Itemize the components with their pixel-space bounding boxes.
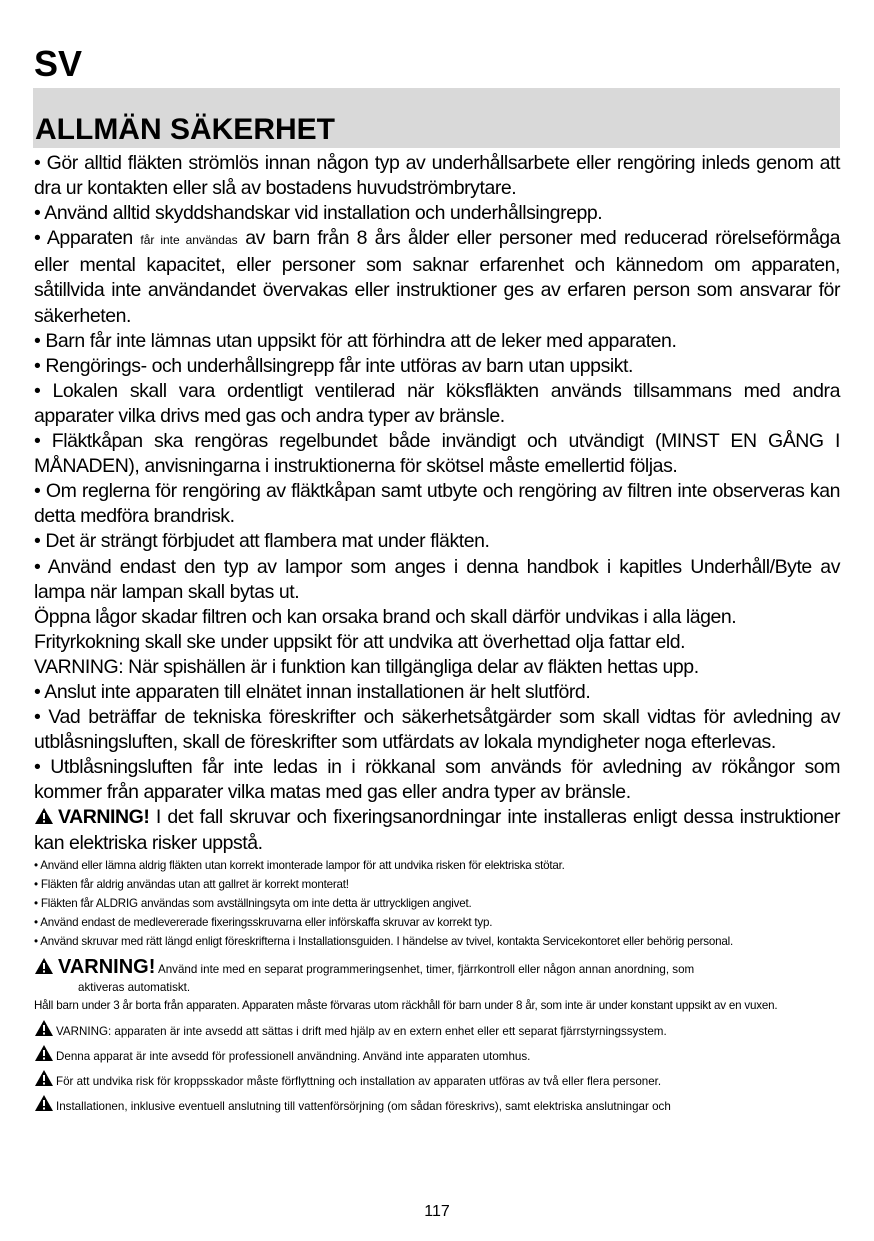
warning-triangle-icon <box>34 1069 54 1087</box>
paragraph: • Fläktkåpan ska rengöras regelbundet både invändigt och utvändigt (MINST EN GÅNG I MÅNADEN), anvisningarna i instruktionerna för skötsel måste emellertid följas. <box>34 430 840 478</box>
warning-triangle-icon <box>34 807 54 825</box>
paragraph: • Utblåsningsluften får inte ledas in i rökkanal som används för avledning av rökångor som kommer från apparater vilka matas med gas eller andra typer av bränsle. <box>34 756 840 804</box>
icon-note <box>34 1019 840 1044</box>
icon-note-text: VARNING: apparaten är inte avsedd att sättas i drift med hjälp av en extern enhet eller ett separat fjärrstyrningssystem. <box>56 1024 667 1038</box>
language-code: SV <box>34 43 83 84</box>
paragraph <box>34 226 840 328</box>
list-item: • Använd eller lämna aldrig fläkten utan korrekt imonterade lampor för att undvika risken för elektriska stötar. <box>34 858 565 872</box>
section-header-bar <box>33 88 840 148</box>
paragraph: VARNING: När spishällen är i funktion kan tillgängliga delar av fläkten hettas upp. <box>34 655 699 678</box>
icon-note-text: För att undvika risk för kroppsskador måste förflyttning och installation av apparaten utföras av två eller flera personer. <box>56 1074 662 1088</box>
warning-text: I det fall skruvar och fixeringsanordningar inte installeras enligt dessa instruktioner kan elektriska risker uppstå. <box>34 806 840 854</box>
list-item: • Använd endast de medlevererade fixeringsskruvarna eller införskaffa skruvar av korrekt typ. <box>34 915 493 929</box>
small-safety-list <box>34 856 840 951</box>
paragraph: Frityrkokning skall ske under uppsikt för att undvika att överhettad olja fattar eld. <box>34 630 686 653</box>
paragraph-start: • Apparaten <box>34 227 133 250</box>
section-title: ALLMÄN SÄKERHET <box>35 113 335 146</box>
paragraph: • Lokalen skall vara ordentligt ventilerad när köksfläkten används tillsammans med andra apparater vilka drivs med gas och andra typer av bränsle. <box>34 379 840 427</box>
paragraph: • Barn får inte lämnas utan uppsikt för att förhindra att de leker med apparaten. <box>34 329 677 352</box>
icon-note-text: Installationen, inklusive eventuell anslutning till vattenförsörjning (om sådan föreskrivs), samt elektriska anslutningar och <box>56 1099 671 1113</box>
list-item: • Fläkten får aldrig användas utan att gallret är korrekt monterat! <box>34 877 349 891</box>
paragraph: • Använd alltid skyddshandskar vid installation och underhållsingrepp. <box>34 202 603 225</box>
warning-triangle-icon <box>34 1044 54 1062</box>
paragraph: • Det är strängt förbjudet att flambera mat under fläkten. <box>34 530 490 553</box>
warning-block-2 <box>34 957 840 997</box>
icon-note-text: Denna apparat är inte avsedd för professionell användning. Använd inte apparaten utomhus. <box>56 1049 531 1063</box>
safety-text <box>34 151 840 856</box>
warning-text: Använd inte med en separat programmeringsenhet, timer, fjärrkontroll eller någon annan anordning, som <box>158 962 695 976</box>
page-number: 117 <box>424 1203 450 1220</box>
paragraph-end: av barn från 8 års ålder eller personer med reducerad rörelseförmåga eller mental kapacitet, eller personer som saknar erfarenhet och kännedom om apparaten, såtillvida inte användandet övervakas eller instruktioner ges av erfaren person som ansvarar för säkerheten. <box>34 227 841 327</box>
warning-label: VARNING! <box>58 955 156 978</box>
paragraph: • Vad beträffar de tekniska föreskrifter och säkerhetsåtgärder som skall vidtas för avledning av utblåsningsluften, skall de föreskrifter som utfärdats av lokala myndigheter noga efterlevas. <box>34 706 840 754</box>
paragraph: • Anslut inte apparaten till elnätet innan installationen är helt slutförd. <box>34 680 591 703</box>
warning-triangle-icon <box>34 957 54 975</box>
warning-text-continuation: aktiveras automatiskt. <box>78 980 191 994</box>
warning-triangle-icon <box>34 1094 54 1112</box>
paragraph: • Om reglerna för rengöring av fläktkåpan samt utbyte och rengöring av filtren inte observeras kan detta medföra brandrisk. <box>34 480 840 528</box>
paragraph: • Rengörings- och underhållsingrepp får inte utföras av barn utan uppsikt. <box>34 354 633 377</box>
document-page <box>34 44 840 1119</box>
paragraph: Öppna lågor skadar filtren och kan orsaka brand och skall därför undvikas i alla lägen. <box>34 605 737 628</box>
list-item: • Använd skruvar med rätt längd enligt föreskrifterna i Installationsguiden. I händelse av tvivel, kontakta Servicekontoret eller behörig personal. <box>34 934 734 948</box>
warning-triangle-icon <box>34 1019 54 1037</box>
paragraph: • Använd endast den typ av lampor som anges i denna handbok i kapitles Underhåll/Byte av lampa när lampan skall bytas ut. <box>34 555 840 603</box>
icon-note <box>34 1069 840 1094</box>
warning-label: VARNING! <box>58 806 150 829</box>
list-item: • Fläkten får ALDRIG användas som avställningsyta om inte detta är uttryckligen angivet. <box>34 896 472 910</box>
paragraph-small-insert: får inte användas <box>140 233 238 248</box>
warning-paragraph <box>34 805 840 855</box>
paragraph: • Gör alltid fläkten strömlös innan någon typ av underhållsarbete eller rengöring inleds genom att dra ur kontakten eller slå av bostadens huvudströmbrytare. <box>34 152 840 200</box>
icon-note <box>34 1094 840 1119</box>
icon-note <box>34 1044 840 1069</box>
children-note: Håll barn under 3 år borta från apparaten. Apparaten måste förvaras utom räckhåll för barn under 8 år, som inte är under konstant uppsikt av en vuxen. <box>34 998 778 1012</box>
